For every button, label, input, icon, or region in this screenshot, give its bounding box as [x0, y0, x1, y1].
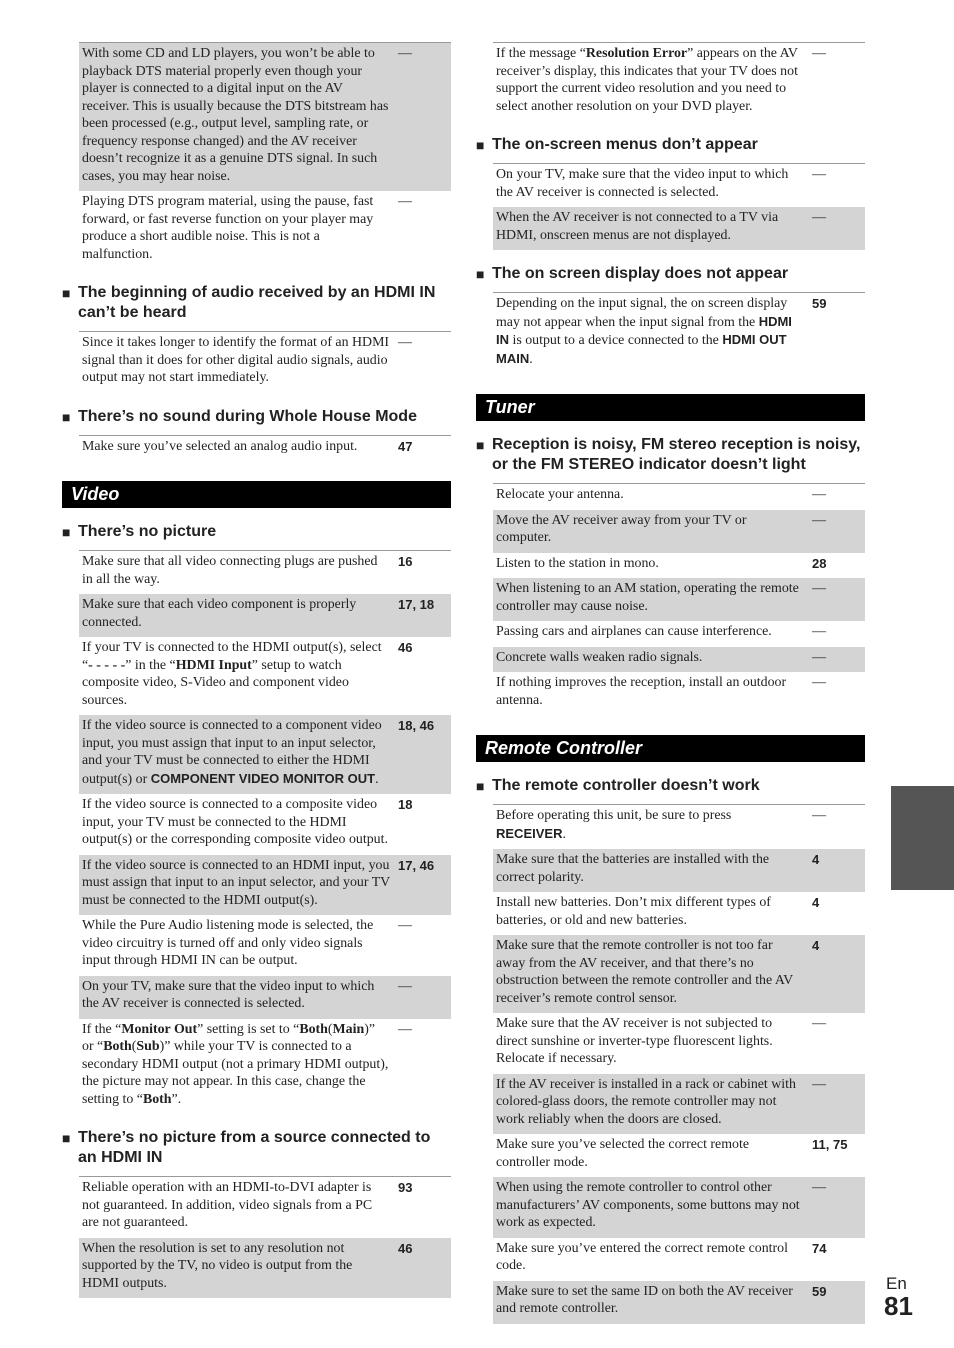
- table-row: Make sure that all video connecting plugs are pushed in all the way. 16: [82, 554, 413, 587]
- table-row: While the Pure Audio listening mode is selected, the video circuitry is turned off and only video signals input through HDMI IN can be output. —: [82, 918, 412, 968]
- section-title-tuner: Tuner: [476, 394, 865, 421]
- table-row: If your TV is connected to the HDMI output(s), select “- - - - -” in the “HDMI Input” setup to watch composite video, S-Video and component video sources. 46: [82, 640, 413, 708]
- osd-heading: ■ The on screen display does not appear: [476, 265, 789, 282]
- hdmi-audio-table: [79, 331, 451, 393]
- no-picture-table: [79, 550, 451, 1114]
- table-row: Reliable operation with an HDMI-to-DVI adapter is not guaranteed. In addition, video signals from a PC are not guaranteed. 93: [82, 1180, 413, 1230]
- table-row: With some CD and LD players, you won’t be able to playback DTS material properly even though your player is connected to a digital input on the AV receiver. This is usually because the DTS bitstream has been processed (e.g., output level, sampling rate, or frequency response changed) and the AV receiver doesn’t recognize it as a genuine DTS signal. In such cases, you may hear noise. —: [79, 43, 451, 191]
- right-column: [476, 42, 865, 1324]
- whole-house-heading: ■ There’s no sound during Whole House Mode: [62, 407, 417, 425]
- table-row: Install new batteries. Don’t mix different types of batteries, or old and new batteries. 4: [496, 895, 820, 928]
- square-bullet-icon: ■: [62, 285, 71, 301]
- table-row: Make sure that each video component is properly connected. 17, 18: [79, 594, 451, 637]
- table-row: Before operating this unit, be sure to press RECEIVER. —: [496, 808, 826, 842]
- table-row: Relocate your antenna. —: [496, 487, 826, 502]
- remote-table: [493, 804, 865, 1324]
- chapter-tab: [891, 786, 954, 890]
- table-row: Make sure you’ve selected an analog audio input. 47: [82, 438, 413, 454]
- table-row: When the resolution is set to any resolution not supported by the TV, no video is output from the HDMI outputs. 46: [79, 1238, 451, 1299]
- square-bullet-icon: ■: [476, 778, 485, 794]
- table-row: Make sure that the remote controller is not too far away from the AV receiver, and that there’s no obstruction between the remote controller and the AV receiver’s remote control sensor. 4: [493, 935, 865, 1013]
- osd-table: [493, 292, 865, 374]
- table-row: Make sure to set the same ID on both the AV receiver and remote controller. 59: [493, 1281, 865, 1324]
- square-bullet-icon: ■: [62, 408, 71, 425]
- table-row: Listen to the station in mono. 28: [496, 555, 827, 571]
- table-row: Make sure that the AV receiver is not subjected to direct sunshine or inverter-type fluorescent lights. Relocate if necessary. —: [496, 1016, 826, 1066]
- table-row: Move the AV receiver away from your TV or computer. —: [493, 510, 865, 553]
- table-row: If the video source is connected to a composite video input, your TV must be connected to the HDMI output(s) or the corresponding composite video output. 18: [82, 797, 413, 847]
- table-row: Depending on the input signal, the on screen display may not appear when the input signal from the HDMI IN is output to a device connected to the HDMI OUT MAIN. 59: [496, 296, 827, 367]
- language-label: En: [886, 1274, 907, 1293]
- table-row: If the video source is connected to an HDMI input, you must assign that input to an input selector, and your TV must be connected to the HDMI output(s). 17, 46: [79, 855, 451, 916]
- dts-table: [79, 42, 451, 269]
- no-picture-heading: ■ There’s no picture: [62, 523, 217, 540]
- table-row: If nothing improves the reception, install an outdoor antenna. —: [496, 675, 826, 708]
- section-title-video: Video: [62, 481, 451, 508]
- square-bullet-icon: ■: [476, 137, 485, 153]
- table-row: When listening to an AM station, operating the remote controller may cause noise. —: [493, 578, 865, 621]
- onscreen-menus-table: [493, 163, 865, 250]
- whole-house-table: [79, 435, 451, 462]
- table-row: When using the remote controller to control other manufacturers’ AV components, some buttons may not work as expected. —: [493, 1177, 865, 1238]
- resolution-error-table: [493, 42, 865, 121]
- square-bullet-icon: ■: [62, 1130, 71, 1146]
- table-row: If the AV receiver is installed in a rack or cabinet with colored-glass doors, the remote controller may not work reliably when the doors are closed. —: [493, 1074, 865, 1135]
- hdmi-audio-heading: ■ The beginning of audio received by an HDMI IN can’t be heard: [62, 284, 436, 321]
- table-row: On your TV, make sure that the video input to which the AV receiver is connected is selected. —: [79, 976, 451, 1019]
- square-bullet-icon: ■: [476, 437, 485, 453]
- table-row: Make sure that the batteries are installed with the correct polarity. 4: [493, 849, 865, 892]
- table-row: If the message “Resolution Error” appears on the AV receiver’s display, this indicates that your TV does not support the current video resolution and you need to select another resolution on your DVD player. —: [496, 46, 826, 114]
- hdmi-in-picture-table: [79, 1176, 451, 1298]
- table-row: Playing DTS program material, using the pause, fast forward, or fast reverse function on your player may produce a short audible noise. This is not a malfunction. —: [82, 194, 412, 262]
- table-row: Passing cars and airplanes can cause interference. —: [496, 624, 826, 639]
- table-row: Concrete walls weaken radio signals. —: [493, 647, 865, 673]
- table-row: If the “Monitor Out” setting is set to “Both(Main)” or “Both(Sub)” while your TV is connected to a secondary HDMI output (not a primary HDMI output), the picture may not appear. In this case, change the setting to “Both”. —: [82, 1021, 412, 1107]
- left-column: [62, 42, 451, 1298]
- hdmi-in-picture-heading: ■ There’s no picture from a source connected to an HDMI IN: [62, 1129, 431, 1166]
- table-row: Make sure you’ve selected the correct remote controller mode. 11, 75: [496, 1137, 848, 1170]
- table-row: When the AV receiver is not connected to a TV via HDMI, onscreen menus are not displayed. —: [493, 207, 865, 250]
- onscreen-menus-heading: ■ The on-screen menus don’t appear: [476, 136, 758, 153]
- square-bullet-icon: ■: [476, 266, 485, 282]
- section-title-remote-controller: Remote Controller: [476, 735, 865, 762]
- page-number: 81: [884, 1291, 913, 1321]
- remote-heading: ■ The remote controller doesn’t work: [476, 777, 760, 794]
- table-row: Make sure you’ve entered the correct remote control code. 74: [496, 1240, 827, 1273]
- table-row: If the video source is connected to a component video input, you must assign that input to an input selector, and your TV must be connected to either the HDMI output(s) or COMPONENT VIDEO MONITOR OUT. 18, 46: [79, 715, 451, 794]
- square-bullet-icon: ■: [62, 524, 71, 540]
- reception-heading: ■ Reception is noisy, FM stereo reception is noisy, or the FM STEREO indicator doesn’t light: [476, 436, 861, 473]
- table-row: Since it takes longer to identify the format of an HDMI signal than it does for other digital audio signals, audio output may not start immediately. —: [82, 335, 412, 385]
- table-row: On your TV, make sure that the video input to which the AV receiver is connected is selected. —: [496, 167, 826, 200]
- reception-table: [493, 483, 865, 715]
